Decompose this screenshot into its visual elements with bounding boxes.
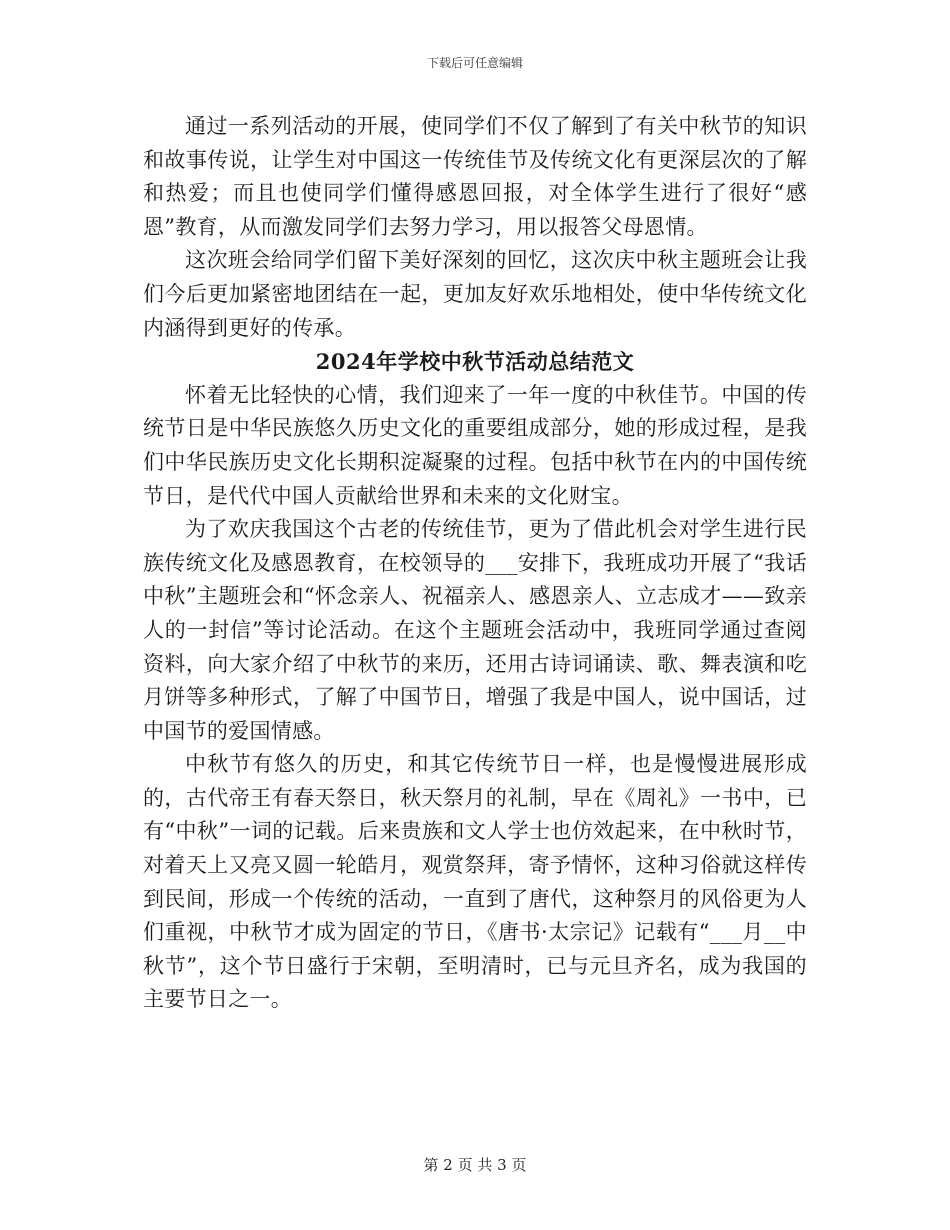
paragraph-4: 为了欢庆我国这个古老的传统佳节，更为了借此机会对学生进行民族传统文化及感恩教育，在校领导的___安排下，我班成功开展了“我话中秋”主题班会和“怀念亲人、祝福亲人、感恩亲人、立志成才——致亲人的一封信”等讨论活动。在这个主题班会活动中，我班同学通过查阅资料，向大家介绍了中秋节的来历，还用古诗词诵读、歌、舞表演和吃月饼等多种形式，了解了中国节日，增强了我是中国人，说中国话，过中国节的爱国情感。	[143, 517, 807, 743]
paragraph-1: 通过一系列活动的开展，使同学们不仅了解到了有关中秋节的知识和故事传说，让学生对中国这一传统佳节及传统文化有更深层次的了解和热爱；而且也使同学们懂得感恩回报，对全体学生进行了很好“感恩”教育，从而激发同学们去努力学习，用以报答父母恩情。	[143, 114, 807, 239]
paragraph-5: 中秋节有悠久的历史，和其它传统节日一样，也是慢慢进展形成的，古代帝王有春天祭日，秋天祭月的礼制，早在《周礼》一书中，已有“中秋”一词的记载。后来贵族和文人学士也仿效起来，在中秋时节，对着天上又亮又圆一轮皓月，观赏祭拜，寄予情怀，这种习俗就这样传到民间，形成一个传统的活动，一直到了唐代，这种祭月的风俗更为人们重视，中秋节才成为固定的节日，《唐书·太宗记》记载有“___月__中秋节”，这个节日盛行于宋朝，至明清时，已与元旦齐名，成为我国的主要节日之一。	[143, 752, 807, 1012]
paragraph-2: 这次班会给同学们留下美好深刻的回忆，这次庆中秋主题班会让我们今后更加紧密地团结在一起，更加友好欢乐地相处，使中华传统文化内涵得到更好的传承。	[143, 248, 807, 340]
section-title: 2024年学校中秋节活动总结范文	[315, 349, 635, 375]
paragraph-3: 怀着无比轻快的心情，我们迎来了一年一度的中秋佳节。中国的传统节日是中华民族悠久历史文化的重要组成部分，她的形成过程，是我们中华民族历史文化长期积淀凝聚的过程。包括中秋节在内的中国传统节日，是代代中国人贡献给世界和未来的文化财宝。	[143, 382, 807, 508]
document-body	[143, 110, 807, 1017]
page-footer: 第 2 页 共 3 页	[423, 1156, 527, 1174]
page-header: 下载后可任意编辑	[426, 56, 523, 70]
